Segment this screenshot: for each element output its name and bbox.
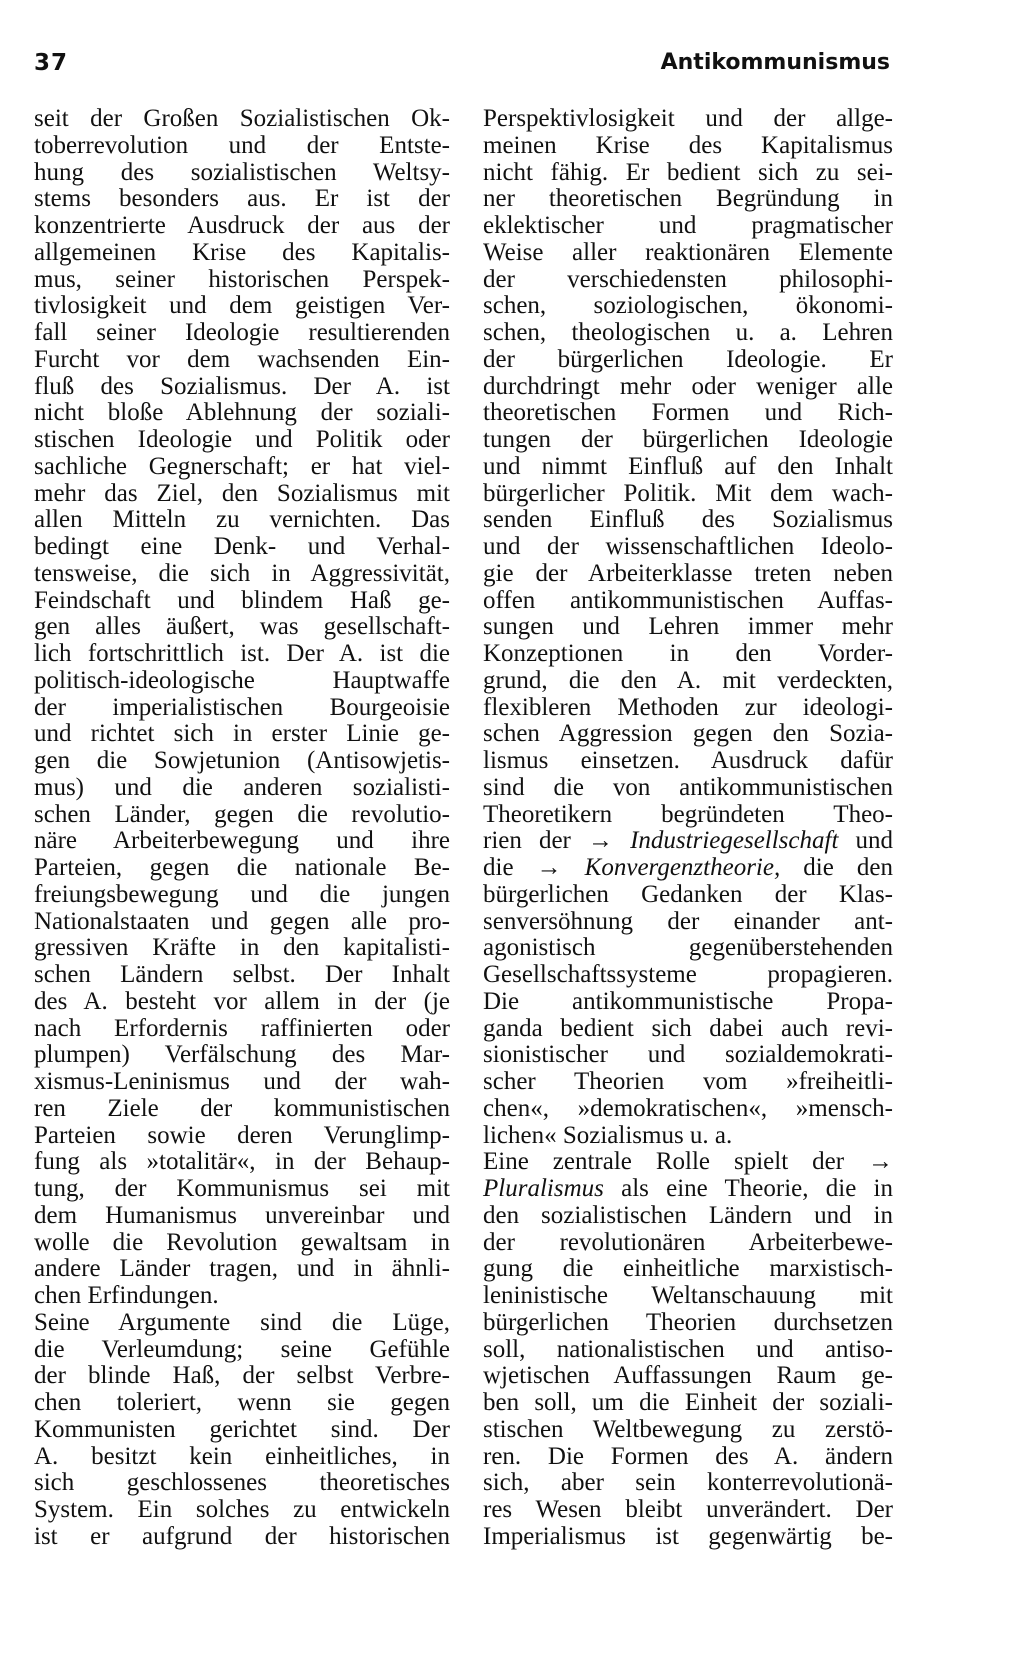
text-line: theoretischen Formen und Rich- (483, 399, 893, 427)
text-line: sind die von antikommunistischen (483, 773, 893, 801)
text-line: ren Ziele der kommunistischen (34, 1094, 450, 1122)
right-column-block-b (483, 882, 893, 1176)
text-line: schen, soziologischen, ökonomi- (483, 292, 893, 320)
text-line: bedingt eine Denk- und Verhal- (34, 533, 450, 560)
text-line: scher Theorien vom »freiheitli- (483, 1068, 893, 1095)
text-line: gung die einheitliche marxistisch- (483, 1255, 893, 1283)
text-line: tungen der bürgerlichen Ideologie (483, 426, 893, 453)
text-line: res Wesen bleibt unverändert. Der (483, 1496, 893, 1523)
text-line: grund, die den A. mit verdeckten, (483, 666, 893, 694)
left-text-column (34, 106, 450, 1551)
text-line: stems besonders aus. Er ist der (34, 185, 450, 213)
right-column-block-a (483, 106, 893, 828)
cross-reference-industriegesellschaft: Industriegesellschaft (630, 827, 839, 855)
text-line: senversöhnung der einander ant- (483, 907, 893, 935)
text-line: Parteien sowie deren Verunglimp- (34, 1121, 450, 1149)
text-line: tung, der Kommunismus sei mit (34, 1175, 450, 1202)
text-line: flexibleren Methoden zur ideologi- (483, 693, 893, 721)
text-line: die Verleumdung; seine Gefühle (34, 1335, 450, 1363)
text-line: der revolutionären Arbeiterbewe- (483, 1228, 893, 1256)
text-line: und richtet sich in erster Linie ge- (34, 720, 450, 748)
text-line: fung als »totalitär«, in der Behaup- (34, 1148, 450, 1176)
text-line: nach Erfordernis raffinierten oder (34, 1014, 450, 1042)
page-number: 37 (34, 50, 69, 76)
text-line: freiungsbewegung und die jungen (34, 880, 450, 908)
text-line: ner theoretischen Begründung in (483, 185, 893, 213)
text-line: sionistischer und sozialdemokrati- (483, 1041, 893, 1069)
text-line: den sozialistischen Ländern und in (483, 1201, 893, 1229)
text-line: hung des sozialistischen Weltsy- (34, 158, 450, 186)
text-line: gressiven Kräfte in den kapitalisti- (34, 934, 450, 962)
text-line: politisch-ideologische Hauptwaffe (34, 666, 450, 694)
text-line-konvergenztheorie: die → Konvergenztheorie, die den (483, 854, 893, 881)
text-line: durchdringt mehr oder weniger alle (483, 372, 893, 400)
text-line: ganda bedient sich dabei auch revi- (483, 1014, 893, 1042)
text-line: Eine zentrale Rolle spielt der → (483, 1148, 893, 1176)
text-line: gen die Sowjetunion (Antisowjetis- (34, 747, 450, 774)
text-line: schen, theologischen u. a. Lehren (483, 319, 893, 346)
text-line: mus, seiner historischen Perspek- (34, 265, 450, 293)
text-line: System. Ein solches zu entwickeln (34, 1496, 450, 1523)
text-line: ist er aufgrund der historischen (34, 1522, 450, 1550)
text-line: chen Erfindungen. (34, 1282, 219, 1309)
text-line: stischen Weltbewegung zu zerstö- (483, 1415, 893, 1443)
text-line: bürgerlichen Gedanken der Klas- (483, 880, 893, 908)
text-line: chen toleriert, wenn sie gegen (34, 1389, 450, 1416)
text-line-pluralismus: Pluralismus als eine Theorie, die in (483, 1175, 893, 1202)
text-line: Parteien, gegen die nationale Be- (34, 854, 450, 881)
text-line: Perspektivlosigkeit und der allge- (483, 105, 893, 132)
right-column-block-c (483, 1203, 893, 1551)
text-line: der bürgerlichen Ideologie. Er (483, 345, 893, 373)
text-line: tensweise, die sich in Aggressivität, (34, 559, 450, 587)
text-line: wjetischen Auffassungen Raum ge- (483, 1362, 893, 1390)
text-line: allen Mitteln zu vernichten. Das (34, 506, 450, 534)
text-line: toberrevolution und der Entste- (34, 131, 450, 159)
text-line: stischen Ideologie und Politik oder (34, 426, 450, 453)
cross-reference-konvergenztheorie: Konvergenztheorie, (584, 854, 781, 881)
text-line: sich geschlossenes theoretisches (34, 1469, 450, 1497)
text-line: bürgerlicher Politik. Mit dem wach- (483, 479, 893, 507)
text-line: schen Länder, gegen die revolutio- (34, 800, 450, 828)
text-line: Feindschaft und blindem Haß ge- (34, 586, 450, 614)
text-line: nicht bloße Ablehnung der soziali- (34, 399, 450, 427)
text-line: gen alles äußert, was gesellschaft- (34, 613, 450, 641)
right-text-column (483, 106, 893, 1551)
text-line: fluß des Sozialismus. Der A. ist (34, 372, 450, 400)
text-line: chen«, »demokratischen«, »mensch- (483, 1094, 893, 1122)
text-line: seit der Großen Sozialistischen Ok- (34, 105, 450, 132)
text-line: mehr das Ziel, den Sozialismus mit (34, 479, 450, 507)
text-line-industriegesellschaft: rien der → Industriegesellschaft und (483, 827, 894, 855)
text-line: Gesellschaftssysteme propagieren. (483, 961, 893, 988)
text-line: allgemeinen Krise des Kapitalis- (34, 238, 450, 266)
text-line: fall seiner Ideologie resultierenden (34, 319, 450, 346)
text-line: Furcht vor dem wachsenden Ein- (34, 345, 450, 373)
text-line: lismus einsetzen. Ausdruck dafür (483, 747, 893, 774)
text-line: tivlosigkeit und dem geistigen Ver- (34, 292, 450, 320)
text-line: lich fortschrittlich ist. Der A. ist die (34, 640, 450, 667)
text-line: näre Arbeiterbewegung und ihre (34, 827, 450, 855)
text-line: dem Humanismus unvereinbar und (34, 1201, 450, 1229)
text-line: Seine Argumente sind die Lüge, (34, 1308, 450, 1336)
text-line: Imperialismus ist gegenwärtig be- (483, 1522, 893, 1550)
text-line: gie der Arbeiterklasse treten neben (483, 559, 893, 587)
text-line: wolle die Revolution gewaltsam in (34, 1228, 450, 1256)
text-line: sungen und Lehren immer mehr (483, 613, 893, 641)
cross-reference-pluralismus: Pluralismus (483, 1175, 604, 1202)
text-line: Weise aller reaktionären Elemente (483, 238, 893, 266)
text-line: Theoretikern begründeten Theo- (483, 800, 893, 828)
text-line: eklektischer und pragmatischer (483, 212, 893, 239)
text-line: der verschiedensten philosophi- (483, 265, 893, 293)
text-line: senden Einfluß des Sozialismus (483, 506, 893, 534)
text-line: nicht fähig. Er bedient sich zu sei- (483, 158, 893, 186)
text-line: mus) und die anderen sozialisti- (34, 773, 450, 801)
text-line: A. besitzt kein einheitliches, in (34, 1442, 450, 1470)
text-line: Konzeptionen in den Vorder- (483, 640, 893, 667)
text-line: lichen« Sozialismus u. a. (483, 1121, 733, 1149)
text-line: Die antikommunistische Propa- (483, 987, 893, 1015)
text-line: leninistische Weltanschauung mit (483, 1282, 893, 1309)
page-header (34, 50, 890, 84)
text-line: sachliche Gegnerschaft; er hat viel- (34, 452, 450, 480)
text-line: ren. Die Formen des A. ändern (483, 1442, 893, 1470)
text-line: des A. besteht vor allem in der (je (34, 987, 450, 1015)
text-line: der blinde Haß, der selbst Verbre- (34, 1362, 450, 1390)
text-line: andere Länder tragen, und in ähnli- (34, 1255, 450, 1283)
text-line: ben soll, um die Einheit der soziali- (483, 1389, 893, 1416)
text-line: und nimmt Einfluß auf den Inhalt (483, 452, 893, 480)
text-line: der imperialistischen Bourgeoisie (34, 693, 450, 721)
text-line: xismus-Leninismus und der wah- (34, 1068, 450, 1095)
text-line: sich, aber sein konterrevolutionä- (483, 1469, 893, 1497)
text-line: plumpen) Verfälschung des Mar- (34, 1041, 450, 1069)
text-line: agonistisch gegenüberstehenden (483, 934, 893, 962)
text-line: Kommunisten gerichtet sind. Der (34, 1415, 450, 1443)
text-line: bürgerlichen Theorien durchsetzen (483, 1308, 893, 1336)
text-line: offen antikommunistischen Auffas- (483, 586, 893, 614)
text-line: meinen Krise des Kapitalismus (483, 131, 893, 159)
running-head: Antikommunismus (660, 50, 890, 75)
text-line: soll, nationalistischen und antiso- (483, 1335, 893, 1363)
text-line: konzentrierte Ausdruck der aus der (34, 212, 450, 239)
text-line: schen Ländern selbst. Der Inhalt (34, 961, 450, 988)
text-line: schen Aggression gegen den Sozia- (483, 720, 893, 748)
text-line: Nationalstaaten und gegen alle pro- (34, 907, 450, 935)
text-line: und der wissenschaftlichen Ideolo- (483, 533, 893, 560)
